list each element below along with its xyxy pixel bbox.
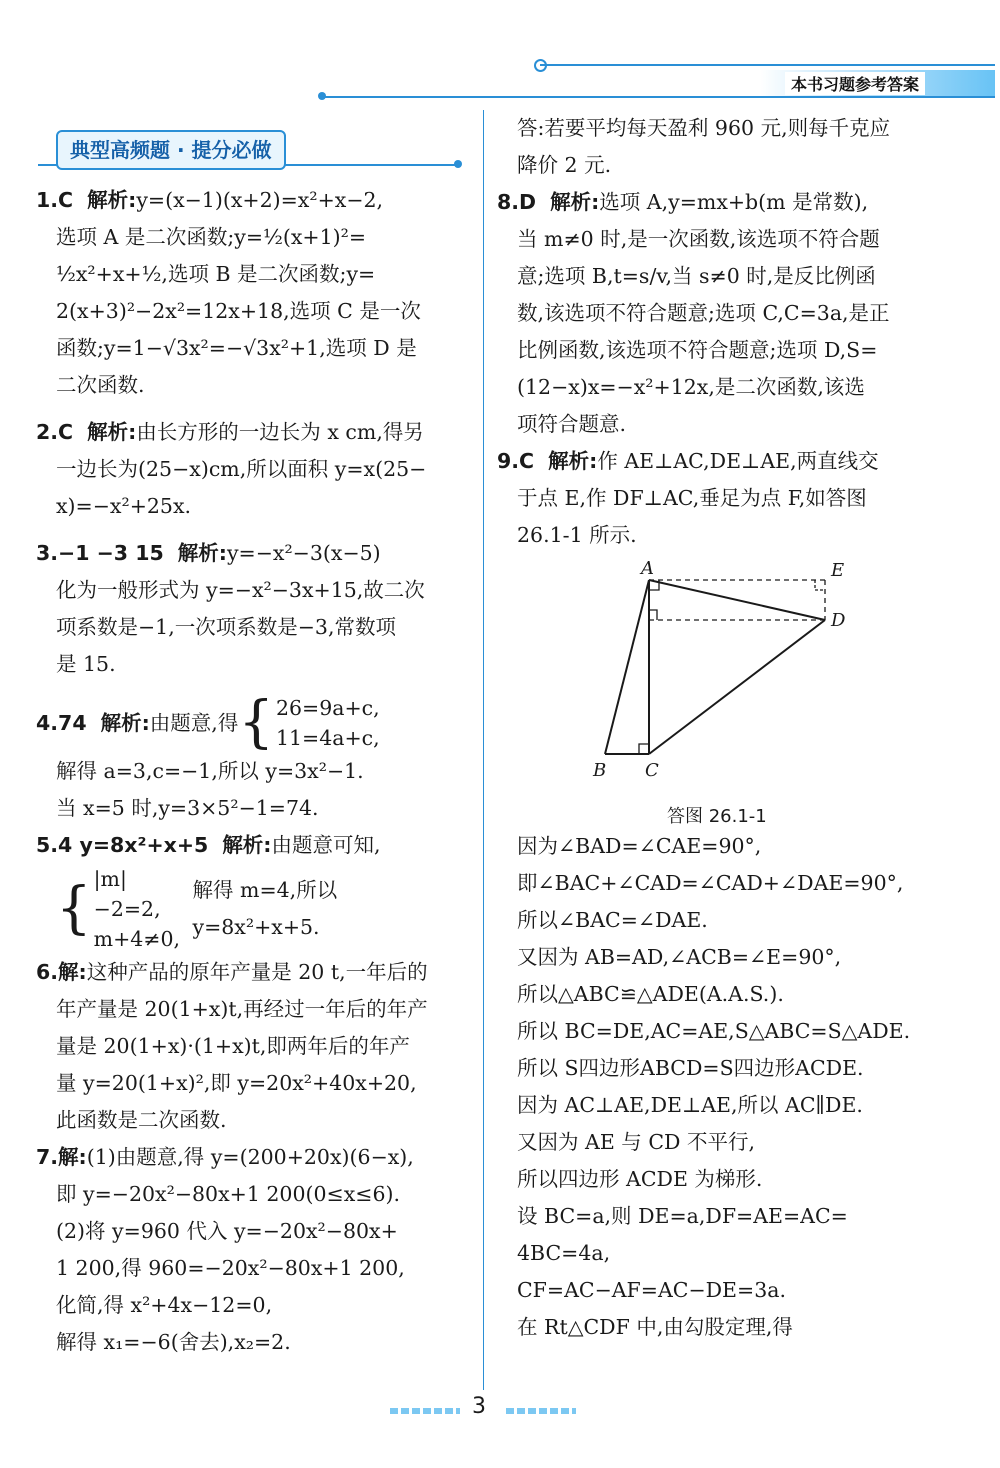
page-header: [0, 0, 1000, 110]
proof-line: 所以 BC=DE,AC=AE,S△ABC=S△ADE.: [517, 1019, 911, 1043]
answer-number: 9.C: [497, 449, 535, 473]
column-divider: [483, 110, 484, 1390]
answer-line: 2(x+3)²−2x²=12x+18,选项 C 是一次: [56, 299, 421, 323]
header-tab: [760, 70, 995, 96]
answer-9: [497, 443, 935, 554]
answer-number: 8.D: [497, 190, 537, 214]
segment-ab: [605, 580, 649, 754]
answer-line: 1 200,得 960=−20x²−80x+1 200,: [56, 1256, 405, 1280]
answer-line: 函数;y=1−√3x²=−√3x²+1,选项 D 是: [56, 336, 417, 360]
answer-5: [36, 827, 468, 954]
answer-line: 当 x=5 时,y=3×5²−1=74.: [56, 796, 319, 820]
proof-line: 所以四边形 ACDE 为梯形.: [517, 1167, 763, 1191]
answer-number: 3.−1 −3 15: [36, 541, 164, 565]
header-rule-top: [540, 64, 995, 66]
answer-number: 4.74: [36, 710, 87, 735]
answer-7: [36, 1139, 468, 1361]
proof-line: 所以△ABC≌△ADE(A.A.S.).: [517, 982, 784, 1006]
section-banner: [36, 130, 468, 182]
section-dot: [454, 160, 462, 168]
equation-system: { |m|−2=2, m+4≠0,: [56, 864, 193, 954]
equation-line: 26=9a+c,: [275, 696, 380, 720]
geometry-diagram: [497, 560, 935, 800]
equation-line: m+4≠0,: [93, 927, 181, 951]
answer-number: 2.C: [36, 420, 74, 444]
point-label-e: E: [831, 560, 845, 581]
section-title: 典型高频题 · 提分必做: [56, 130, 286, 170]
proof-line: 在 Rt△CDF 中,由勾股定理,得: [517, 1315, 793, 1339]
point-label-a: A: [641, 560, 654, 579]
answer-line: 项系数是−1,一次项系数是−3,常数项: [56, 615, 396, 639]
answer-2: [36, 414, 468, 525]
geometry-figure: [497, 560, 935, 828]
answer-line: (1)由题意,得 y=(200+20x)(6−x),: [86, 1145, 414, 1169]
answer-line: x)=−x²+25x.: [56, 494, 192, 518]
answer-number: 5.4 y=8x²+x+5: [36, 833, 209, 857]
left-column: [36, 110, 468, 1361]
answer-line: 此函数是二次函数.: [56, 1108, 227, 1132]
answer-line: 数,该选项不符合题意;选项 C,C=3a,是正: [517, 301, 890, 325]
answer-line: 即 y=−20x²−80x+1 200(0≤x≤6).: [56, 1182, 401, 1206]
answer-line: 是 15.: [56, 652, 116, 676]
answer-line: 降价 2 元.: [517, 153, 612, 177]
analysis-label: 解析:: [87, 188, 137, 212]
analysis-label: 解析:: [87, 420, 137, 444]
answer-6: [36, 954, 468, 1139]
answer-line: 选项 A,y=mx+b(m 是常数),: [599, 190, 869, 214]
answer-number: 7.解:: [36, 1145, 87, 1169]
proof-line: 因为 AC⊥AE,DE⊥AE,所以 AC∥DE.: [517, 1093, 863, 1117]
answer-line: 作 AE⊥AC,DE⊥AE,两直线交: [597, 449, 879, 473]
answer-line: y=(x−1)(x+2)=x²+x−2,: [136, 188, 384, 212]
equation-system: { 26=9a+c, 11=4a+c,: [238, 690, 380, 755]
proof-line: 又因为 AB=AD,∠ACB=∠E=90°,: [517, 945, 842, 969]
point-label-b: B: [593, 760, 607, 781]
answer-line: 量 y=20(1+x)²,即 y=20x²+40x+20,: [56, 1071, 417, 1095]
answer-3: [36, 535, 468, 683]
answer-line: 解得 a=3,c=−1,所以 y=3x²−1.: [56, 759, 364, 783]
right-angle-mark-e: [815, 580, 825, 590]
analysis-label: 解析:: [177, 541, 227, 565]
proof-line: CF=AC−AF=AC−DE=3a.: [517, 1278, 786, 1302]
equation-line: |m|−2=2,: [93, 867, 161, 921]
footer-ornament: [390, 1408, 460, 1414]
answer-line: 一边长为(25−x)cm,所以面积 y=x(25−: [56, 457, 427, 481]
proof-line: 所以 S四边形ABCD=S四边形ACDE.: [517, 1056, 864, 1080]
header-title: 本书习题参考答案: [785, 72, 925, 95]
answer-line: 选项 A 是二次函数;y=½(x+1)²=: [56, 225, 367, 249]
proof-line: 4BC=4a,: [517, 1241, 611, 1265]
proof-line: 所以∠BAC=∠DAE.: [517, 908, 708, 932]
figure-caption: 答图 26.1-1: [667, 806, 767, 827]
analysis-label: 解析:: [550, 190, 600, 214]
answer-line: 答:若要平均每天盈利 960 元,则每千克应: [517, 116, 891, 140]
point-label-c: C: [645, 760, 659, 781]
answer-line: 化为一般形式为 y=−x²−3x+15,故二次: [56, 578, 425, 602]
right-column: [497, 110, 935, 1346]
right-angle-mark-c: [639, 744, 649, 754]
analysis-label: 解析:: [100, 710, 150, 735]
answer-line: 量是 20(1+x)·(1+x)t,即两年后的年产: [56, 1034, 410, 1058]
proof-line: 又因为 AE 与 CD 不平行,: [517, 1130, 755, 1154]
answer-number: 6.解:: [36, 960, 87, 984]
answer-number: 1.C: [36, 188, 74, 212]
analysis-label: 解析:: [222, 833, 272, 857]
answer-7-continued: [497, 110, 935, 184]
answer-line: 解得 x₁=−6(舍去),x₂=2.: [56, 1330, 291, 1354]
analysis-label: 解析:: [548, 449, 598, 473]
footer-ornament: [506, 1408, 576, 1414]
header-rule-bottom: [325, 96, 995, 98]
answer-line: 比例函数,该选项不符合题意;选项 D,S=: [517, 338, 878, 362]
segment-cd: [649, 620, 825, 754]
answer-line: 由题意可知,: [271, 833, 381, 857]
proof-line: 设 BC=a,则 DE=a,DF=AE=AC=: [517, 1204, 848, 1228]
answer-4: [36, 690, 468, 827]
point-label-d: D: [831, 610, 846, 631]
answer-8: [497, 184, 935, 443]
answer-line: 解得 m=4,所以 y=8x²+x+5.: [192, 878, 338, 939]
answer-line: 项符合题意.: [517, 412, 627, 436]
page-number: 3: [472, 1394, 486, 1419]
answer-line: 当 m≠0 时,是一次函数,该选项不符合题: [517, 227, 880, 251]
answer-line: 这种产品的原年产量是 20 t,一年后的: [86, 960, 428, 984]
proof: [497, 828, 935, 1346]
answer-line: 二次函数.: [56, 373, 145, 397]
segment-ad: [649, 580, 825, 620]
answer-line: (2)将 y=960 代入 y=−20x²−80x+: [56, 1219, 398, 1243]
answer-line: 化简,得 x²+4x−12=0,: [56, 1293, 273, 1317]
answer-line: 意;选项 B,t=s/v,当 s≠0 时,是反比例函: [517, 264, 876, 288]
answer-line: 由长方形的一边长为 x cm,得另: [136, 420, 424, 444]
answer-line: 由题意,得: [149, 710, 239, 735]
equation-line: 11=4a+c,: [275, 726, 380, 750]
answer-line: ½x²+x+½,选项 B 是二次函数;y=: [56, 262, 376, 286]
page-footer: [0, 1390, 1000, 1430]
answer-line: 26.1-1 所示.: [517, 523, 637, 547]
answer-line: 于点 E,作 DF⊥AC,垂足为点 F,如答图: [517, 486, 867, 510]
proof-line: 因为∠BAD=∠CAE=90°,: [517, 834, 762, 858]
right-angle-mark-f: [649, 610, 657, 620]
proof-line: 即∠BAC+∠CAD=∠CAD+∠DAE=90°,: [517, 871, 904, 895]
answer-1: [36, 182, 468, 404]
answer-line: y=−x²−3(x−5): [226, 541, 381, 565]
answer-line: 年产量是 20(1+x)t,再经过一年后的年产: [56, 997, 428, 1021]
answer-line: (12−x)x=−x²+12x,是二次函数,该选: [517, 375, 865, 399]
